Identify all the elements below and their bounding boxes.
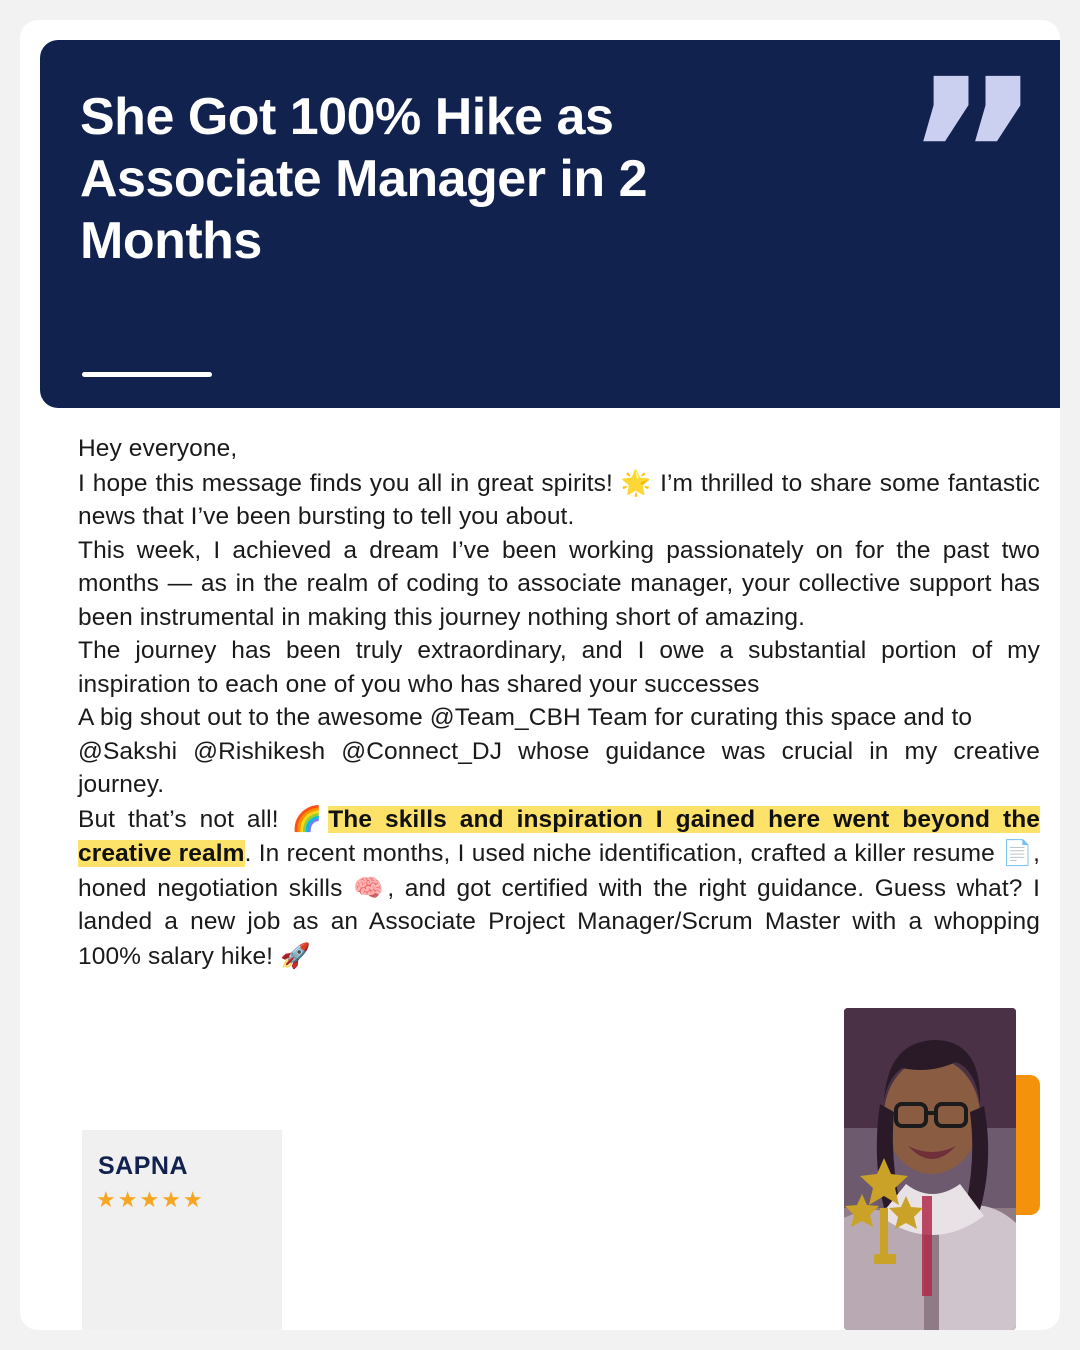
paragraph-1	[78, 466, 1040, 534]
brain-emoji: 🧠	[353, 872, 388, 902]
para1-text-a: I hope this message finds you all in great spirits!	[78, 469, 621, 497]
star-emoji: 🌟	[620, 467, 653, 497]
paragraph-5: @Sakshi @Rishikesh @Connect_DJ whose guidance was crucial in my creative journey.	[78, 737, 1040, 798]
para6-text-b: . In recent months, I used niche identification, crafted a killer resume	[244, 840, 1003, 867]
title-divider	[82, 372, 212, 377]
para6-text-c: , honed negotiation skills	[78, 840, 1041, 902]
document-emoji: 📄	[1002, 838, 1034, 867]
highlighted-text: The skills and inspiration I gained here went beyond the creative realm	[78, 805, 1041, 867]
para6-text-a: But that’s not all!	[78, 805, 292, 833]
paragraph-3: The journey has been truly extraordinary, and I owe a substantial portion of my inspiration to each one of you who has shared your successes	[78, 637, 1040, 698]
para1-text-b: I’m thrilled to share some fantastic news that I’ve been bursting to tell you about.	[78, 469, 1040, 530]
rating-stars: ★★★★★	[96, 1188, 205, 1213]
reviewer-name: SAPNA	[98, 1152, 189, 1180]
paragraph-2: This week, I achieved a dream I’ve been working passionately on for the past two months — as in the realm of coding to associate manager, your collective support has been instrumental in making this journey nothing short of amazing.	[78, 536, 1040, 631]
page-title: She Got 100% Hike as Associate Manager in 2 Months	[80, 88, 647, 270]
testimonial-card	[20, 20, 1060, 1330]
paragraph-4: A big shout out to the awesome @Team_CBH Team for curating this space and to	[78, 704, 973, 731]
rocket-emoji: 🚀	[280, 940, 311, 970]
greeting-line: Hey everyone,	[78, 435, 238, 462]
header-banner	[40, 34, 1060, 408]
rainbow-emoji: 🌈	[291, 803, 329, 833]
paragraph-6	[78, 802, 1040, 974]
quote-mark-icon: ”	[903, 34, 1044, 279]
reviewer-photo	[844, 1008, 1016, 1330]
para6-text-d: , and got certified with the right guidance. Guess what? I landed a new job as an Associate Project Manager/Scrum Master with a whopping 100% salary hike!	[78, 874, 1040, 970]
testimonial-body	[78, 432, 1040, 973]
